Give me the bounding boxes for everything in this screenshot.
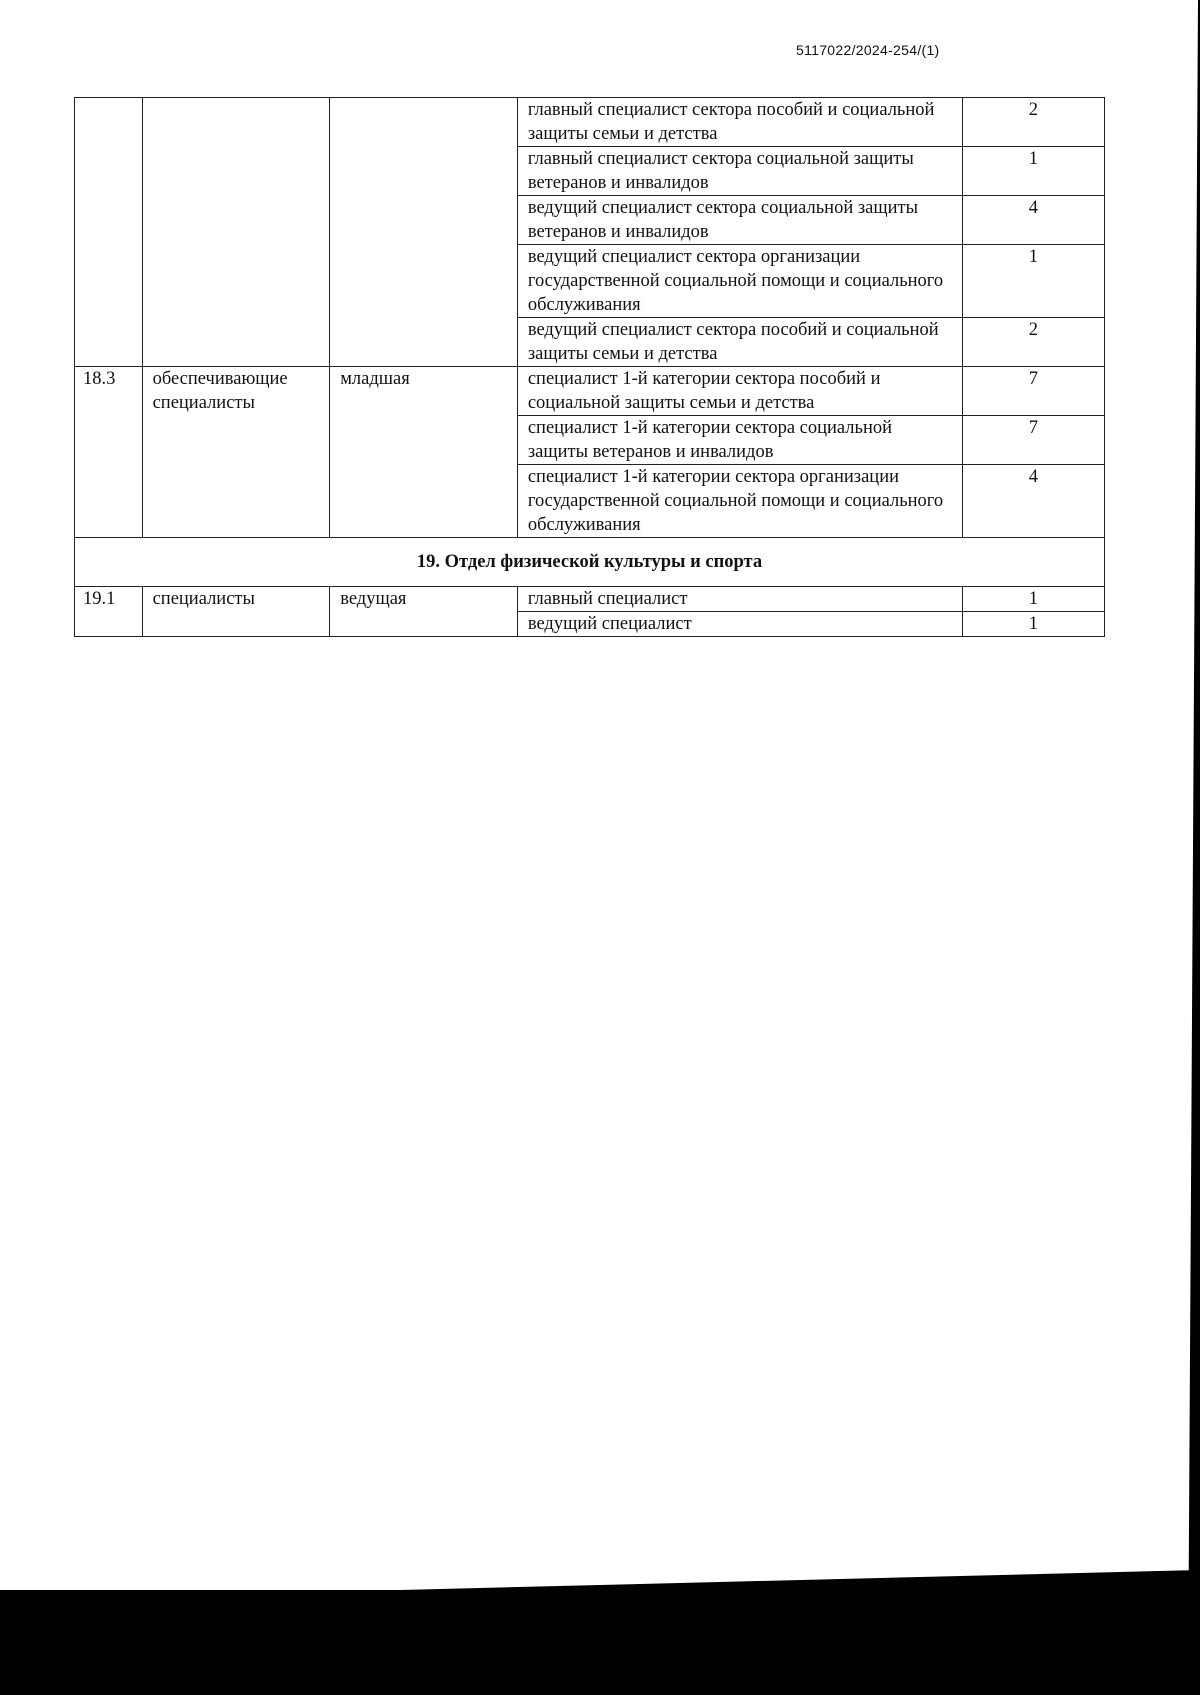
row-number-cell [75, 98, 143, 367]
count-cell: 1 [962, 587, 1104, 612]
position-cell: специалист 1-й категории сектора пособий и социальной защиты семьи и детства [517, 367, 962, 416]
count-cell: 7 [962, 416, 1104, 465]
count-cell: 1 [962, 147, 1104, 196]
staffing-table [74, 97, 1105, 637]
position-cell: ведущий специалист сектора пособий и социальной защиты семьи и детства [517, 318, 962, 367]
position-cell: ведущий специалист сектора социальной защиты ветеранов и инвалидов [517, 196, 962, 245]
count-cell: 2 [962, 318, 1104, 367]
category-cell [330, 98, 518, 367]
row-number-cell: 19.1 [75, 587, 143, 637]
section-title: 19. Отдел физической культуры и спорта [75, 538, 1105, 587]
position-cell: ведущий специалист сектора организации государственной социальной помощи и социального обслуживания [517, 245, 962, 318]
group-cell [142, 98, 330, 367]
category-cell: ведущая [330, 587, 518, 637]
position-cell: специалист 1-й категории сектора социальной защиты ветеранов и инвалидов [517, 416, 962, 465]
scan-border-bottom-bar [0, 1590, 1200, 1695]
count-cell: 4 [962, 465, 1104, 538]
category-cell: младшая [330, 367, 518, 538]
group-cell: специалисты [142, 587, 330, 637]
count-cell: 1 [962, 245, 1104, 318]
row-number-cell: 18.3 [75, 367, 143, 538]
document-number: 5117022/2024-254/(1) [796, 42, 940, 58]
table-row [75, 367, 1105, 416]
count-cell: 7 [962, 367, 1104, 416]
group-cell: обеспечивающие специалисты [142, 367, 330, 538]
position-cell: главный специалист сектора пособий и социальной защиты семьи и детства [517, 98, 962, 147]
table-row [75, 587, 1105, 612]
count-cell: 1 [962, 612, 1104, 637]
count-cell: 2 [962, 98, 1104, 147]
position-cell: главный специалист сектора социальной защиты ветеранов и инвалидов [517, 147, 962, 196]
position-cell: главный специалист [517, 587, 962, 612]
position-cell: ведущий специалист [517, 612, 962, 637]
section-header-row [75, 538, 1105, 587]
count-cell: 4 [962, 196, 1104, 245]
table-row [75, 98, 1105, 147]
position-cell: специалист 1-й категории сектора организации государственной социальной помощи и социального обслуживания [517, 465, 962, 538]
